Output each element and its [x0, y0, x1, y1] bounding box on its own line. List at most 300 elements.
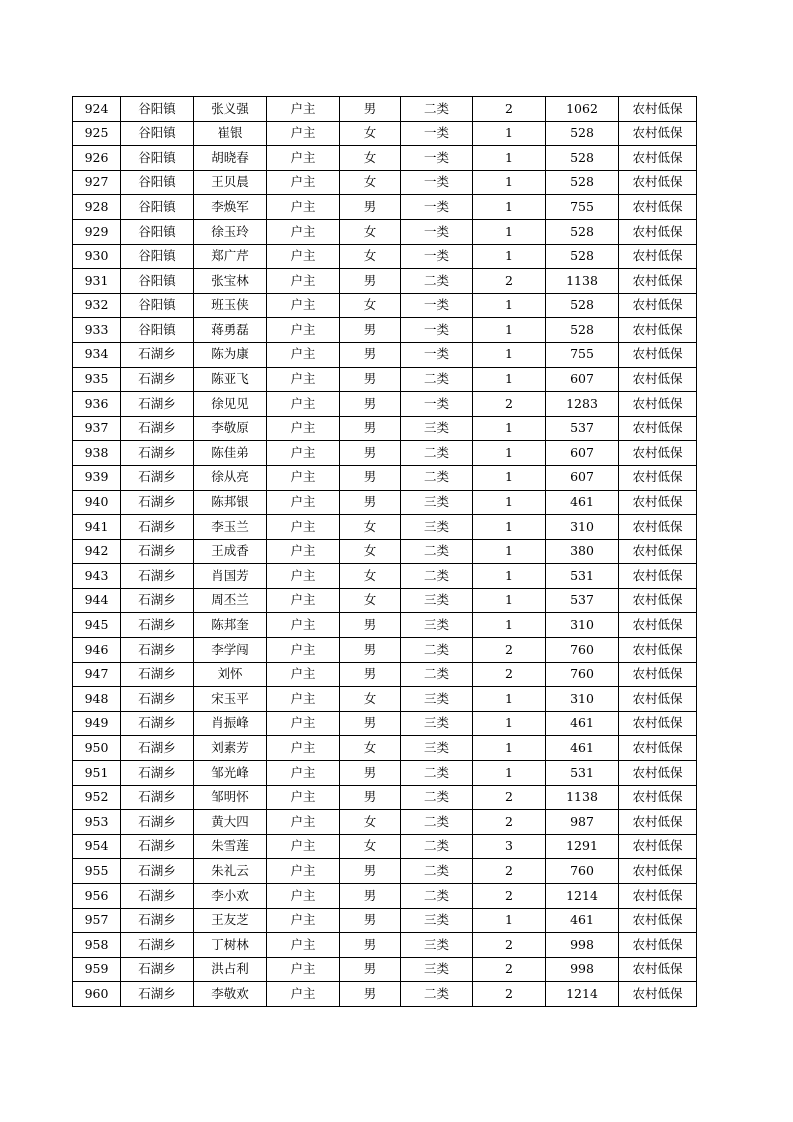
household-size-cell: 1 — [473, 121, 546, 146]
amount-cell: 1138 — [546, 269, 619, 294]
town-cell: 石湖乡 — [121, 342, 194, 367]
town-cell: 谷阳镇 — [121, 219, 194, 244]
town-cell: 石湖乡 — [121, 933, 194, 958]
row-number-cell: 927 — [73, 170, 121, 195]
gender-cell: 女 — [340, 146, 401, 171]
table-row — [73, 195, 697, 220]
name-cell: 李学闯 — [194, 638, 267, 663]
household-size-cell: 1 — [473, 490, 546, 515]
name-cell: 陈邦奎 — [194, 613, 267, 638]
name-cell: 陈为康 — [194, 342, 267, 367]
gender-cell: 男 — [340, 441, 401, 466]
relation-cell: 户主 — [267, 293, 340, 318]
table-row — [73, 490, 697, 515]
relation-cell: 户主 — [267, 736, 340, 761]
assistance-type-cell: 农村低保 — [619, 884, 697, 909]
gender-cell: 男 — [340, 662, 401, 687]
relation-cell: 户主 — [267, 564, 340, 589]
amount-cell: 607 — [546, 465, 619, 490]
town-cell: 谷阳镇 — [121, 293, 194, 318]
category-cell: 二类 — [401, 810, 473, 835]
table-row — [73, 933, 697, 958]
row-number-cell: 938 — [73, 441, 121, 466]
town-cell: 石湖乡 — [121, 957, 194, 982]
table-row — [73, 711, 697, 736]
category-cell: 一类 — [401, 170, 473, 195]
table-row — [73, 416, 697, 441]
table-row — [73, 736, 697, 761]
relation-cell: 户主 — [267, 588, 340, 613]
table-row — [73, 564, 697, 589]
relation-cell: 户主 — [267, 613, 340, 638]
gender-cell: 男 — [340, 195, 401, 220]
gender-cell: 男 — [340, 638, 401, 663]
category-cell: 三类 — [401, 908, 473, 933]
name-cell: 蒋勇磊 — [194, 318, 267, 343]
category-cell: 三类 — [401, 613, 473, 638]
row-number-cell: 951 — [73, 761, 121, 786]
household-size-cell: 3 — [473, 834, 546, 859]
household-size-cell: 1 — [473, 195, 546, 220]
name-cell: 班玉侠 — [194, 293, 267, 318]
category-cell: 二类 — [401, 662, 473, 687]
row-number-cell: 936 — [73, 392, 121, 417]
gender-cell: 男 — [340, 785, 401, 810]
gender-cell: 男 — [340, 416, 401, 441]
gender-cell: 女 — [340, 834, 401, 859]
gender-cell: 男 — [340, 859, 401, 884]
relation-cell: 户主 — [267, 269, 340, 294]
town-cell: 谷阳镇 — [121, 269, 194, 294]
gender-cell: 女 — [340, 588, 401, 613]
category-cell: 二类 — [401, 97, 473, 122]
category-cell: 二类 — [401, 465, 473, 490]
assistance-type-cell: 农村低保 — [619, 859, 697, 884]
name-cell: 肖国芳 — [194, 564, 267, 589]
name-cell: 周丕兰 — [194, 588, 267, 613]
household-size-cell: 1 — [473, 539, 546, 564]
amount-cell: 760 — [546, 638, 619, 663]
table-row — [73, 269, 697, 294]
gender-cell: 男 — [340, 711, 401, 736]
row-number-cell: 932 — [73, 293, 121, 318]
category-cell: 三类 — [401, 736, 473, 761]
gender-cell: 男 — [340, 465, 401, 490]
gender-cell: 女 — [340, 293, 401, 318]
row-number-cell: 958 — [73, 933, 121, 958]
gender-cell: 女 — [340, 810, 401, 835]
row-number-cell: 952 — [73, 785, 121, 810]
amount-cell: 537 — [546, 588, 619, 613]
category-cell: 二类 — [401, 859, 473, 884]
relation-cell: 户主 — [267, 908, 340, 933]
table-row — [73, 884, 697, 909]
name-cell: 朱礼云 — [194, 859, 267, 884]
table-row — [73, 392, 697, 417]
name-cell: 丁树林 — [194, 933, 267, 958]
name-cell: 朱雪莲 — [194, 834, 267, 859]
row-number-cell: 928 — [73, 195, 121, 220]
amount-cell: 760 — [546, 662, 619, 687]
household-size-cell: 1 — [473, 588, 546, 613]
assistance-type-cell: 农村低保 — [619, 662, 697, 687]
category-cell: 一类 — [401, 392, 473, 417]
name-cell: 邹明怀 — [194, 785, 267, 810]
amount-cell: 310 — [546, 515, 619, 540]
assistance-type-cell: 农村低保 — [619, 638, 697, 663]
assistance-type-cell: 农村低保 — [619, 711, 697, 736]
row-number-cell: 953 — [73, 810, 121, 835]
table-row — [73, 146, 697, 171]
name-cell: 王成香 — [194, 539, 267, 564]
relation-cell: 户主 — [267, 539, 340, 564]
assistance-type-cell: 农村低保 — [619, 908, 697, 933]
name-cell: 刘素芳 — [194, 736, 267, 761]
table-row — [73, 219, 697, 244]
category-cell: 二类 — [401, 269, 473, 294]
household-size-cell: 1 — [473, 244, 546, 269]
gender-cell: 男 — [340, 761, 401, 786]
row-number-cell: 939 — [73, 465, 121, 490]
household-size-cell: 1 — [473, 761, 546, 786]
household-size-cell: 2 — [473, 662, 546, 687]
town-cell: 谷阳镇 — [121, 195, 194, 220]
name-cell: 胡晓春 — [194, 146, 267, 171]
town-cell: 石湖乡 — [121, 515, 194, 540]
relation-cell: 户主 — [267, 490, 340, 515]
amount-cell: 531 — [546, 564, 619, 589]
category-cell: 二类 — [401, 564, 473, 589]
name-cell: 肖振峰 — [194, 711, 267, 736]
row-number-cell: 947 — [73, 662, 121, 687]
table-row — [73, 810, 697, 835]
row-number-cell: 924 — [73, 97, 121, 122]
amount-cell: 755 — [546, 195, 619, 220]
amount-cell: 1283 — [546, 392, 619, 417]
relation-cell: 户主 — [267, 318, 340, 343]
household-size-cell: 1 — [473, 711, 546, 736]
assistance-type-cell: 农村低保 — [619, 219, 697, 244]
gender-cell: 男 — [340, 613, 401, 638]
amount-cell: 531 — [546, 761, 619, 786]
table-row — [73, 588, 697, 613]
assistance-type-cell: 农村低保 — [619, 982, 697, 1007]
town-cell: 石湖乡 — [121, 785, 194, 810]
household-size-cell: 2 — [473, 957, 546, 982]
assistance-type-cell: 农村低保 — [619, 515, 697, 540]
town-cell: 石湖乡 — [121, 736, 194, 761]
name-cell: 徐见见 — [194, 392, 267, 417]
name-cell: 陈佳弟 — [194, 441, 267, 466]
household-size-cell: 1 — [473, 146, 546, 171]
gender-cell: 女 — [340, 515, 401, 540]
relation-cell: 户主 — [267, 416, 340, 441]
household-size-cell: 2 — [473, 97, 546, 122]
relation-cell: 户主 — [267, 859, 340, 884]
relation-cell: 户主 — [267, 662, 340, 687]
table-row — [73, 908, 697, 933]
relation-cell: 户主 — [267, 146, 340, 171]
assistance-type-cell: 农村低保 — [619, 342, 697, 367]
relation-cell: 户主 — [267, 219, 340, 244]
row-number-cell: 957 — [73, 908, 121, 933]
household-size-cell: 1 — [473, 219, 546, 244]
assistance-type-cell: 农村低保 — [619, 465, 697, 490]
row-number-cell: 933 — [73, 318, 121, 343]
table-row — [73, 293, 697, 318]
amount-cell: 607 — [546, 367, 619, 392]
category-cell: 二类 — [401, 367, 473, 392]
assistance-type-cell: 农村低保 — [619, 195, 697, 220]
gender-cell: 男 — [340, 957, 401, 982]
category-cell: 一类 — [401, 293, 473, 318]
household-size-cell: 2 — [473, 884, 546, 909]
category-cell: 二类 — [401, 539, 473, 564]
gender-cell: 女 — [340, 121, 401, 146]
town-cell: 谷阳镇 — [121, 97, 194, 122]
row-number-cell: 935 — [73, 367, 121, 392]
amount-cell: 528 — [546, 170, 619, 195]
row-number-cell: 954 — [73, 834, 121, 859]
town-cell: 谷阳镇 — [121, 146, 194, 171]
town-cell: 石湖乡 — [121, 638, 194, 663]
row-number-cell: 945 — [73, 613, 121, 638]
relation-cell: 户主 — [267, 465, 340, 490]
row-number-cell: 946 — [73, 638, 121, 663]
name-cell: 洪占利 — [194, 957, 267, 982]
category-cell: 一类 — [401, 121, 473, 146]
gender-cell: 女 — [340, 687, 401, 712]
assistance-type-cell: 农村低保 — [619, 761, 697, 786]
town-cell: 石湖乡 — [121, 908, 194, 933]
table-row — [73, 244, 697, 269]
category-cell: 三类 — [401, 490, 473, 515]
name-cell: 宋玉平 — [194, 687, 267, 712]
household-size-cell: 2 — [473, 785, 546, 810]
assistance-type-cell: 农村低保 — [619, 687, 697, 712]
town-cell: 石湖乡 — [121, 711, 194, 736]
town-cell: 谷阳镇 — [121, 318, 194, 343]
assistance-type-cell: 农村低保 — [619, 564, 697, 589]
town-cell: 石湖乡 — [121, 884, 194, 909]
category-cell: 三类 — [401, 711, 473, 736]
row-number-cell: 960 — [73, 982, 121, 1007]
name-cell: 王贝晨 — [194, 170, 267, 195]
household-size-cell: 1 — [473, 367, 546, 392]
town-cell: 石湖乡 — [121, 810, 194, 835]
category-cell: 三类 — [401, 588, 473, 613]
name-cell: 郑广芹 — [194, 244, 267, 269]
category-cell: 二类 — [401, 638, 473, 663]
gender-cell: 男 — [340, 269, 401, 294]
household-size-cell: 1 — [473, 687, 546, 712]
relation-cell: 户主 — [267, 195, 340, 220]
amount-cell: 1214 — [546, 884, 619, 909]
table-row — [73, 342, 697, 367]
assistance-type-cell: 农村低保 — [619, 97, 697, 122]
gender-cell: 男 — [340, 367, 401, 392]
row-number-cell: 956 — [73, 884, 121, 909]
row-number-cell: 941 — [73, 515, 121, 540]
category-cell: 三类 — [401, 416, 473, 441]
category-cell: 三类 — [401, 957, 473, 982]
amount-cell: 755 — [546, 342, 619, 367]
assistance-type-cell: 农村低保 — [619, 834, 697, 859]
household-size-cell: 1 — [473, 465, 546, 490]
relation-cell: 户主 — [267, 367, 340, 392]
town-cell: 石湖乡 — [121, 416, 194, 441]
row-number-cell: 942 — [73, 539, 121, 564]
row-number-cell: 926 — [73, 146, 121, 171]
relation-cell: 户主 — [267, 392, 340, 417]
town-cell: 谷阳镇 — [121, 170, 194, 195]
name-cell: 邹光峰 — [194, 761, 267, 786]
category-cell: 三类 — [401, 933, 473, 958]
relation-cell: 户主 — [267, 711, 340, 736]
table-row — [73, 662, 697, 687]
amount-cell: 537 — [546, 416, 619, 441]
name-cell: 李小欢 — [194, 884, 267, 909]
town-cell: 石湖乡 — [121, 367, 194, 392]
table-row — [73, 687, 697, 712]
household-size-cell: 2 — [473, 392, 546, 417]
amount-cell: 528 — [546, 293, 619, 318]
household-size-cell: 1 — [473, 613, 546, 638]
table-row — [73, 761, 697, 786]
gender-cell: 男 — [340, 97, 401, 122]
town-cell: 石湖乡 — [121, 687, 194, 712]
amount-cell: 1214 — [546, 982, 619, 1007]
relation-cell: 户主 — [267, 761, 340, 786]
relation-cell: 户主 — [267, 933, 340, 958]
household-size-cell: 2 — [473, 933, 546, 958]
gender-cell: 女 — [340, 244, 401, 269]
relation-cell: 户主 — [267, 170, 340, 195]
amount-cell: 461 — [546, 736, 619, 761]
assistance-type-cell: 农村低保 — [619, 244, 697, 269]
relation-cell: 户主 — [267, 810, 340, 835]
assistance-type-cell: 农村低保 — [619, 392, 697, 417]
table-row — [73, 121, 697, 146]
household-size-cell: 2 — [473, 810, 546, 835]
gender-cell: 男 — [340, 318, 401, 343]
assistance-type-cell: 农村低保 — [619, 416, 697, 441]
amount-cell: 461 — [546, 908, 619, 933]
relation-cell: 户主 — [267, 97, 340, 122]
household-size-cell: 1 — [473, 515, 546, 540]
table-row — [73, 834, 697, 859]
assistance-type-cell: 农村低保 — [619, 318, 697, 343]
name-cell: 李焕军 — [194, 195, 267, 220]
town-cell: 石湖乡 — [121, 859, 194, 884]
amount-cell: 987 — [546, 810, 619, 835]
name-cell: 陈亚飞 — [194, 367, 267, 392]
category-cell: 二类 — [401, 884, 473, 909]
amount-cell: 461 — [546, 490, 619, 515]
table-row — [73, 318, 697, 343]
gender-cell: 男 — [340, 884, 401, 909]
household-size-cell: 1 — [473, 564, 546, 589]
gender-cell: 女 — [340, 736, 401, 761]
amount-cell: 380 — [546, 539, 619, 564]
category-cell: 二类 — [401, 834, 473, 859]
row-number-cell: 937 — [73, 416, 121, 441]
amount-cell: 310 — [546, 613, 619, 638]
table-row — [73, 170, 697, 195]
name-cell: 陈邦银 — [194, 490, 267, 515]
relation-cell: 户主 — [267, 441, 340, 466]
row-number-cell: 955 — [73, 859, 121, 884]
assistance-type-cell: 农村低保 — [619, 957, 697, 982]
household-size-cell: 2 — [473, 638, 546, 663]
row-number-cell: 943 — [73, 564, 121, 589]
category-cell: 一类 — [401, 244, 473, 269]
gender-cell: 男 — [340, 342, 401, 367]
gender-cell: 男 — [340, 490, 401, 515]
assistance-type-cell: 农村低保 — [619, 539, 697, 564]
assistance-type-cell: 农村低保 — [619, 146, 697, 171]
assistance-type-cell: 农村低保 — [619, 810, 697, 835]
relation-cell: 户主 — [267, 515, 340, 540]
relation-cell: 户主 — [267, 834, 340, 859]
town-cell: 石湖乡 — [121, 441, 194, 466]
table-row — [73, 785, 697, 810]
town-cell: 石湖乡 — [121, 613, 194, 638]
household-size-cell: 1 — [473, 342, 546, 367]
amount-cell: 528 — [546, 219, 619, 244]
assistance-type-cell: 农村低保 — [619, 367, 697, 392]
name-cell: 王友芝 — [194, 908, 267, 933]
gender-cell: 女 — [340, 539, 401, 564]
category-cell: 一类 — [401, 342, 473, 367]
row-number-cell: 944 — [73, 588, 121, 613]
assistance-type-cell: 农村低保 — [619, 490, 697, 515]
town-cell: 石湖乡 — [121, 490, 194, 515]
row-number-cell: 930 — [73, 244, 121, 269]
row-number-cell: 950 — [73, 736, 121, 761]
assistance-type-cell: 农村低保 — [619, 785, 697, 810]
records-body — [73, 97, 697, 1007]
table-row — [73, 982, 697, 1007]
relation-cell: 户主 — [267, 342, 340, 367]
category-cell: 二类 — [401, 982, 473, 1007]
category-cell: 三类 — [401, 687, 473, 712]
town-cell: 石湖乡 — [121, 662, 194, 687]
assistance-type-cell: 农村低保 — [619, 441, 697, 466]
category-cell: 一类 — [401, 219, 473, 244]
amount-cell: 461 — [546, 711, 619, 736]
relation-cell: 户主 — [267, 957, 340, 982]
category-cell: 二类 — [401, 761, 473, 786]
row-number-cell: 948 — [73, 687, 121, 712]
gender-cell: 男 — [340, 392, 401, 417]
amount-cell: 528 — [546, 244, 619, 269]
name-cell: 李玉兰 — [194, 515, 267, 540]
name-cell: 徐从亮 — [194, 465, 267, 490]
row-number-cell: 959 — [73, 957, 121, 982]
category-cell: 二类 — [401, 441, 473, 466]
gender-cell: 女 — [340, 219, 401, 244]
relation-cell: 户主 — [267, 244, 340, 269]
amount-cell: 760 — [546, 859, 619, 884]
row-number-cell: 931 — [73, 269, 121, 294]
category-cell: 三类 — [401, 515, 473, 540]
relation-cell: 户主 — [267, 121, 340, 146]
assistance-type-cell: 农村低保 — [619, 736, 697, 761]
table-row — [73, 638, 697, 663]
household-size-cell: 2 — [473, 269, 546, 294]
household-size-cell: 1 — [473, 908, 546, 933]
